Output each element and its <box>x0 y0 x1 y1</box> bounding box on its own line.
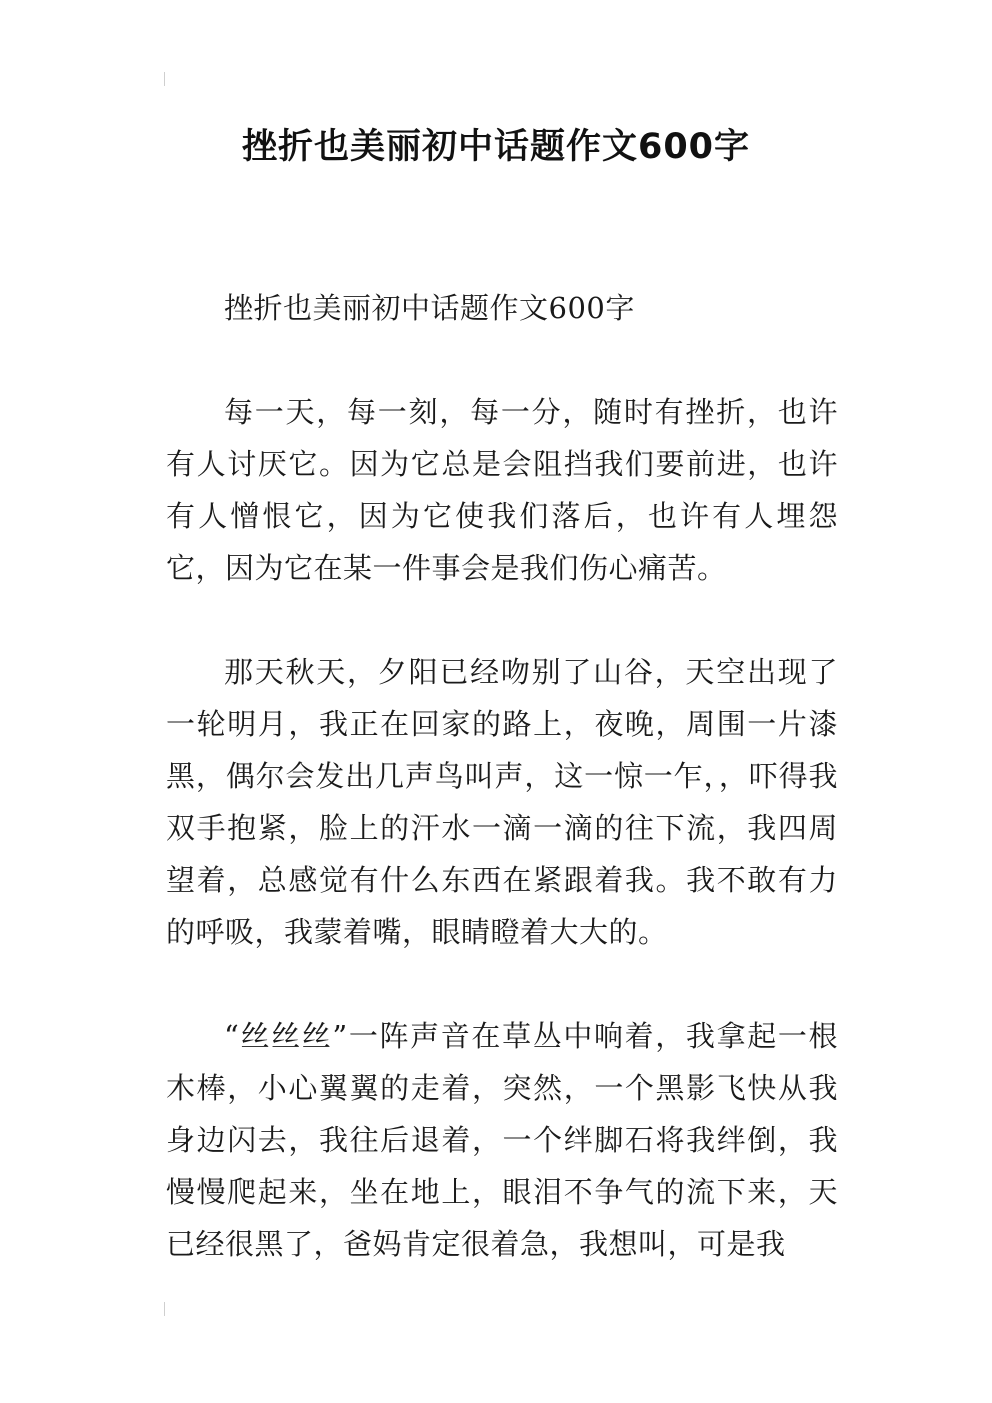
document-title: 挫折也美丽初中话题作文600字 <box>241 127 751 167</box>
document-subtitle: 挫折也美丽初中话题作文600字 <box>224 291 635 325</box>
page-corner-mark-top <box>164 72 165 86</box>
document-body <box>166 282 838 1322</box>
paragraph-1: 每一天，每一刻，每一分，随时有挫折，也许有人讨厌它。因为它总是会阻挡我们要前进，也许有人憎恨它，因为它使我们落后，也许有人埋怨它，因为它在某一件事会是我们伤心痛苦。 <box>166 395 838 585</box>
paragraph-2: 那天秋天，夕阳已经吻别了山谷，天空出现了一轮明月，我正在回家的路上，夜晚，周围一片漆黑，偶尔会发出几声鸟叫声，这一惊一乍，，吓得我双手抱紧，脸上的汗水一滴一滴的往下流，我四周望着，总感觉有什么东西在紧跟着我。我不敢有力的呼吸，我蒙着嘴，眼睛瞪着大大的。 <box>166 655 838 949</box>
paragraph-3: “丝丝丝”一阵声音在草丛中响着，我拿起一根木棒，小心翼翼的走着，突然，一个黑影飞快从我身边闪去，我往后退着，一个绊脚石将我绊倒，我慢慢爬起来，坐在地上，眼泪不争气的流下来，天已经很黑了，爸妈肯定很着急，我想叫，可是我 <box>166 1019 838 1261</box>
page-corner-mark-bottom <box>164 1302 165 1316</box>
